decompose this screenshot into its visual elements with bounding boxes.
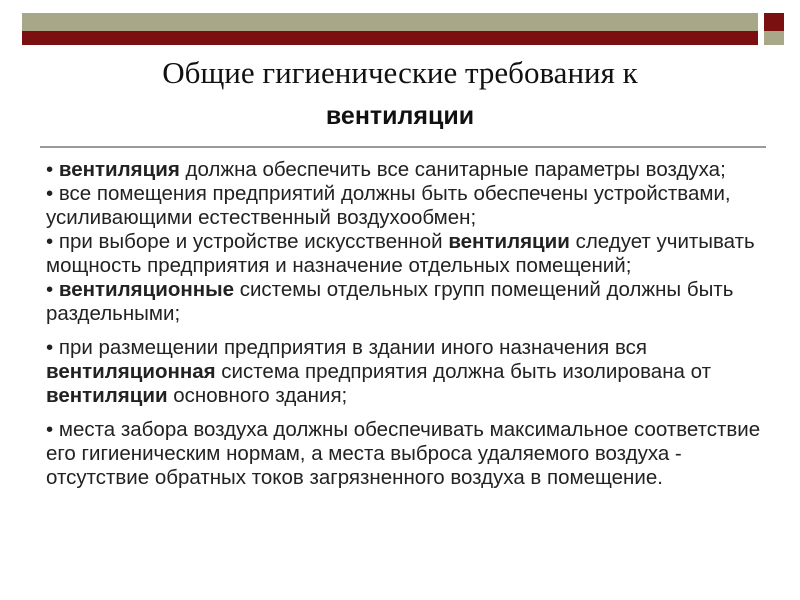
bullet-bold-term: вентиляционная [46,360,216,383]
bullet-item-4 [46,278,776,326]
slide-title-line1: Общие гигиенические требования к [162,55,638,90]
slide-title [60,52,740,138]
corner-square-red [764,13,784,31]
header-band-olive [22,13,758,31]
bullet-text: все помещения предприятий должны быть обеспечены устройствами, усиливающими естественный воздухообмен; [46,182,731,229]
bullet-bold-term: вентиляции [448,230,570,253]
bullet-marker: • [46,278,59,301]
bullet-marker: • [46,182,59,205]
title-divider [40,146,766,148]
bullet-text: следует учитывать мощность предприятия и назначение отдельных помещений; [46,230,755,277]
bullet-list [46,158,776,490]
bullet-text: должна обеспечить все санитарные параметры воздуха; [179,158,726,181]
bullet-item-3 [46,230,776,278]
bullet-marker: • [46,418,59,441]
bullet-item-6 [46,418,776,490]
bullet-bold-term: вентиляционные [58,278,235,301]
bullet-bold-term: вентиляция [58,158,180,181]
bullet-item-2 [46,182,776,230]
bullet-bold-term: вентиляции [46,384,168,407]
bullet-text: места забора воздуха должны обеспечивать максимальное соответствие его гигиеническим нормам, а места выброса удаляемого воздуха - отсутствие обратных токов загрязненного воздуха в помещение. [46,418,761,489]
header-band-red [22,31,758,45]
bullet-marker: • [46,158,59,181]
bullet-text: система предприятия должна быть изолирована от [215,360,711,383]
bullet-text: при размещении предприятия в здании иного назначения вся [58,336,647,359]
bullet-text: системы отдельных групп помещений должны быть раздельными; [46,278,734,325]
bullet-text: при выборе и устройстве искусственной [58,230,449,253]
corner-square-olive [764,31,784,45]
bullet-item-1 [46,158,776,182]
slide-title-line2: вентиляции [325,102,475,130]
bullet-marker: • [46,336,59,359]
bullet-text: основного здания; [167,384,348,407]
bullet-marker: • [46,230,59,253]
bullet-item-5 [46,336,776,408]
